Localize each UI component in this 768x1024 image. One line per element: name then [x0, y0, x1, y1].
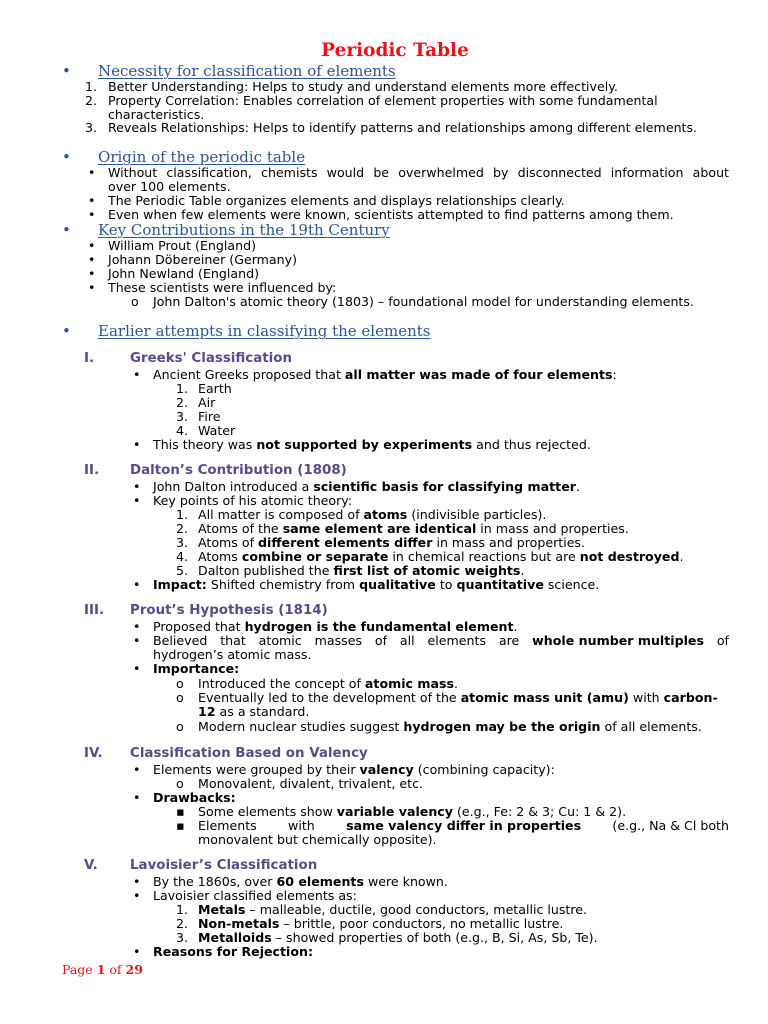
list-item: Air: [198, 395, 216, 410]
sub-list-item-continuation: monovalent but chemically opposite).: [198, 832, 437, 847]
bullet-icon: •: [133, 633, 141, 648]
bullet-icon: •: [133, 944, 141, 959]
list-item: Atoms of different elements differ in mass and properties.: [198, 535, 586, 550]
list-number: 1.: [176, 902, 189, 917]
page-title: Periodic Table: [321, 40, 469, 61]
list-number: 3.: [176, 930, 189, 945]
list-item: William Prout (England): [108, 238, 257, 253]
list-item-continuation: hydrogen’s atomic mass.: [153, 647, 312, 662]
list-item: Better Understanding: Helps to study and understand elements more effectively.: [108, 79, 618, 94]
list-number: 1.: [176, 507, 189, 522]
bullet-icon: •: [88, 266, 96, 281]
bullet-icon: •: [133, 790, 141, 805]
bullet-icon: •: [88, 280, 96, 295]
list-item: Impact: Shifted chemistry from qualitative to quantitative science.: [153, 577, 600, 592]
square-bullet-icon: ▪: [176, 818, 185, 833]
bullet-icon: •: [133, 661, 141, 676]
page-number-footer: Page 1 of 29: [62, 962, 143, 977]
list-item: Johann Döbereiner (Germany): [108, 252, 297, 267]
list-item: Proposed that hydrogen is the fundamental element.: [153, 619, 518, 634]
bullet-icon: •: [133, 762, 141, 777]
list-item: Dalton published the first list of atomic weights.: [198, 563, 525, 578]
list-item: By the 1860s, over 60 elements were known.: [153, 874, 448, 889]
list-number: 3.: [176, 535, 189, 550]
sub-list-item-continuation: 12 as a standard.: [198, 704, 310, 719]
list-item: Property Correlation: Enables correlation of element properties with some fundamental: [108, 93, 658, 108]
circle-bullet-icon: o: [176, 719, 184, 734]
sub-list-item: Introduced the concept of atomic mass.: [198, 676, 459, 691]
list-item: Metals – malleable, ductile, good conductors, metallic lustre.: [198, 902, 588, 917]
list-item-continuation: over 100 elements.: [108, 179, 231, 194]
bullet-icon: •: [133, 888, 141, 903]
list-item: Ancient Greeks proposed that all matter was made of four elements:: [153, 367, 617, 382]
list-number: 2.: [176, 521, 189, 536]
sub-list-item: Some elements show variable valency (e.g., Fe: 2 & 3; Cu: 1 & 2).: [198, 804, 627, 819]
sub-list-item: Eventually led to the development of the atomic mass unit (amu) with carbon-: [198, 690, 718, 705]
bullet-icon: •: [133, 493, 141, 508]
list-item: Reveals Relationships: Helps to identify patterns and relationships among different elements.: [108, 120, 698, 135]
bullet-icon: •: [133, 619, 141, 634]
list-item: Non-metals – brittle, poor conductors, no metallic lustre.: [198, 916, 564, 931]
list-item: All matter is composed of atoms (indivisible particles).: [198, 507, 547, 522]
list-item: Atoms combine or separate in chemical reactions but are not destroyed.: [198, 549, 684, 564]
bullet-icon: •: [88, 238, 96, 253]
list-item: These scientists were influenced by:: [108, 280, 337, 295]
list-number: 5.: [176, 563, 189, 578]
bullet-icon: •: [88, 252, 96, 267]
sub-list-item: Monovalent, divalent, trivalent, etc.: [198, 776, 424, 791]
bullet-icon: •: [133, 367, 141, 382]
list-item: Without classification, chemists would be overwhelmed by disconnected information about: [108, 165, 729, 180]
list-item: Even when few elements were known, scientists attempted to find patterns among them.: [108, 207, 674, 222]
list-item: Drawbacks:: [153, 790, 236, 805]
list-number: 4.: [176, 423, 189, 438]
bullet-icon: •: [62, 62, 71, 80]
sub-list-item: Elements with same valency differ in properties (e.g., Na & Cl both: [198, 818, 729, 833]
bullet-icon: •: [62, 322, 71, 340]
bullet-icon: •: [133, 874, 141, 889]
list-item: Atoms of the same element are identical in mass and properties.: [198, 521, 629, 536]
bullet-icon: •: [133, 479, 141, 494]
bullet-icon: •: [88, 165, 96, 180]
list-item: Importance:: [153, 661, 240, 676]
list-item: Elements were grouped by their valency (combining capacity):: [153, 762, 555, 777]
bullet-icon: •: [62, 148, 71, 166]
list-item: John Newland (England): [108, 266, 260, 281]
list-item: Key points of his atomic theory:: [153, 493, 353, 508]
list-item: The Periodic Table organizes elements and displays relationships clearly.: [108, 193, 565, 208]
bullet-icon: •: [133, 437, 141, 452]
list-number: 2.: [176, 916, 189, 931]
list-number: 2.: [176, 395, 189, 410]
list-item: John Dalton introduced a scientific basis for classifying matter.: [153, 479, 580, 494]
circle-bullet-icon: o: [131, 294, 139, 309]
list-number: 1.: [85, 79, 98, 94]
sub-list-item: Modern nuclear studies suggest hydrogen may be the origin of all elements.: [198, 719, 702, 734]
square-bullet-icon: ▪: [176, 804, 185, 819]
list-item: Metalloids – showed properties of both (e.g., B, Si, As, Sb, Te).: [198, 930, 598, 945]
list-item: Earth: [198, 381, 232, 396]
sub-list-item: John Dalton's atomic theory (1803) – foundational model for understanding elements.: [153, 294, 694, 309]
list-item: Fire: [198, 409, 221, 424]
circle-bullet-icon: o: [176, 776, 184, 791]
bullet-icon: •: [133, 577, 141, 592]
list-number: 1.: [176, 381, 189, 396]
list-item: Believed that atomic masses of all elements are whole number multiples of: [153, 633, 729, 648]
list-item-continuation: characteristics.: [108, 107, 205, 122]
list-number: 3.: [176, 409, 189, 424]
list-number: 4.: [176, 549, 189, 564]
circle-bullet-icon: o: [176, 676, 184, 691]
bullet-icon: •: [88, 193, 96, 208]
list-item: Reasons for Rejection:: [153, 944, 314, 959]
document-page: Periodic Table • Necessity for classification of elements 1. Better Understanding: Helps to study and understand elements more effectively. 2. Property Correlation: Enables correlation of element properties with some fundamental characteristics. 3. Reveals Relationships: Helps to identify patterns and relationships among different elements. • Origin of the periodic table • Without classification, chemists would be overwhelmed by disconnected information about over 100 elements. • The Periodic Table organizes elements and displays relationships clearly. • Even when few elements were known, scientists attempted to find patterns among them. • Key Contributions in the 19th Century • William Prout (England) • Johann Döbereiner (Germany) • John Newland (England) • These scientists were influenced by: o John Dalton's atomic theory (1803) – foundational model for understanding elements. • Earlier attempts in classifying the elements I. Greeks' Classification • Ancient Greeks proposed that all matter was made of four elements: 1. Earth 2. Air 3. Fire 4. Water • This theory was not supported by experiments and thus rejected. II. Dalton’s Contribution (1808) • John Dalton introduced a scientific basis for classifying matter. • Key points of his atomic theory: 1. All matter is composed of atoms (indivisible particles). 2. Atoms of the same element are identical in mass and properties. 3. Atoms of different elements differ in mass and properties. 4. Atoms combine or separate in chemical reactions but are not destroyed. 5. Dalton published the first list of atomic weights. • Impact: Shifted chemistry from qualitative to quantitative science. III. Prout’s Hypothesis (1814) • Proposed that hydrogen is the fundamental element. • Believed that atomic masses of all elements are whole number multiples of hydrogen’s atomic mass. • Importance: o Introduced the concept of atomic mass. o Eventually led to the development of the atomic mass unit (amu) with carbon- 12 as a standard. o Modern nuclear studies suggest hydrogen may be the origin of all elements. IV. Classification Based on Valency • Elements were grouped by their valency (combining capacity): o Monovalent, divalent, trivalent, etc. • Drawbacks: ▪ Some elements show variable valency (e.g., Fe: 2 & 3; Cu: 1 & 2). ▪ Elements with same valency differ in properties (e.g., Na & Cl both monovalent but chemically opposite). V. Lavoisier’s Classification • By the 1860s, over 60 elements were known. • Lavoisier classified elements as: 1. Metals – malleable, ductile, good conductors, metallic lustre. 2. Non-metals – brittle, poor conductors, no metallic lustre. 3. Metalloids – showed properties of both (e.g., B, Si, As, Sb, Te). • Reasons for Rejection: Page 1 of 29: [0, 0, 768, 1024]
bullet-icon: •: [62, 221, 71, 239]
circle-bullet-icon: o: [176, 690, 184, 705]
list-item: Lavoisier classified elements as:: [153, 888, 357, 903]
list-number: 2.: [85, 93, 98, 108]
bullet-icon: •: [88, 207, 96, 222]
list-number: 3.: [85, 120, 98, 135]
list-item: Water: [198, 423, 236, 438]
list-item: This theory was not supported by experiments and thus rejected.: [153, 437, 591, 452]
